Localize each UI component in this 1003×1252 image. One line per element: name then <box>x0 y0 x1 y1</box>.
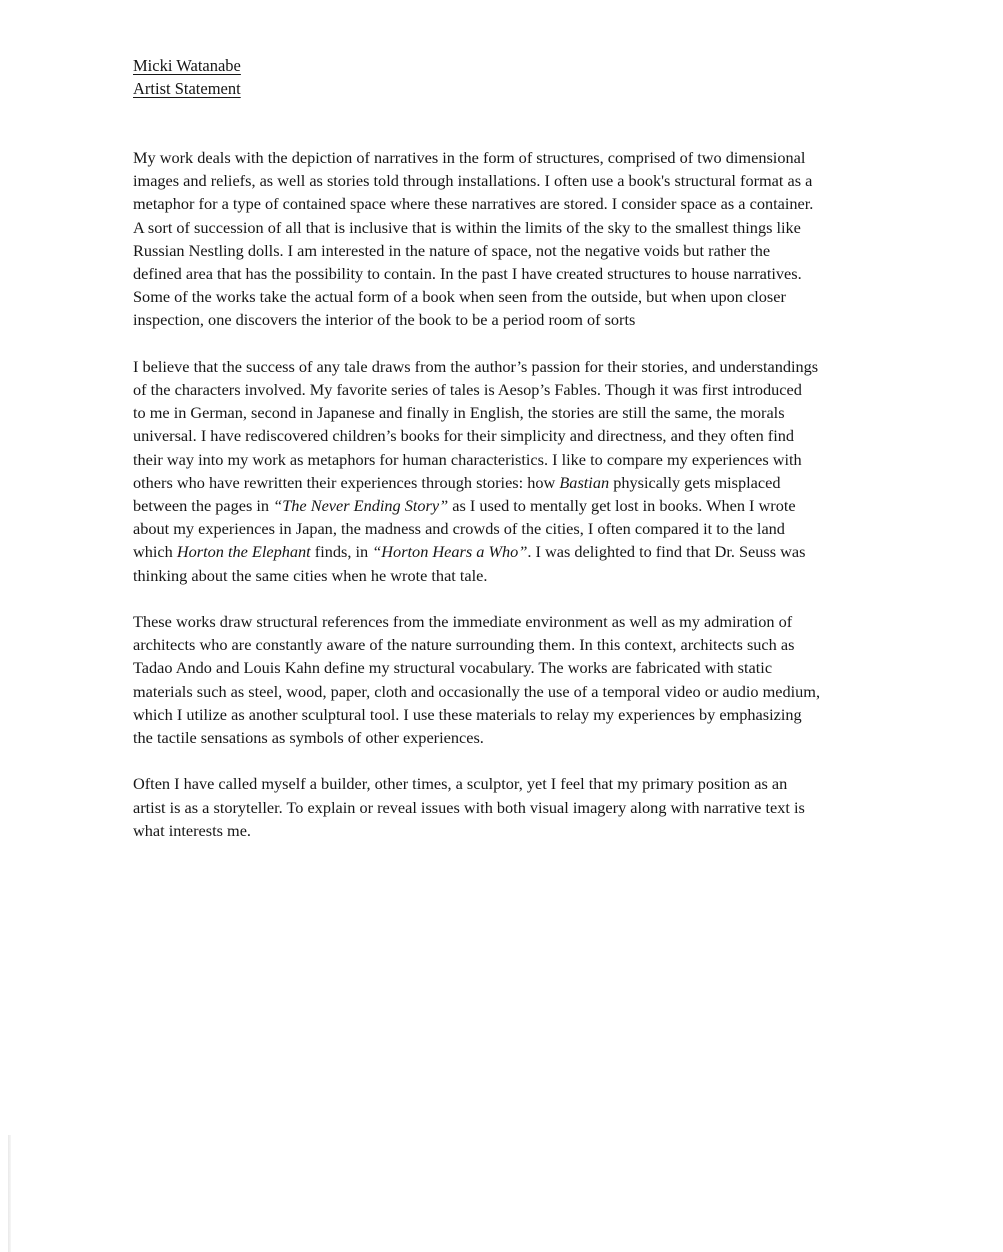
text-segment: Tadao Ando and Louis Kahn define my structural vocabulary. The works are fabricated with static <box>133 658 773 678</box>
text-segment: physically gets misplaced <box>609 472 781 492</box>
text-line <box>133 192 875 215</box>
text-segment: A sort of succession of all that is inclusive that is within the limits of the sky to the smallest things like <box>133 217 801 237</box>
text-line <box>133 656 875 679</box>
text-line <box>133 726 875 749</box>
italic-title: Bastian <box>559 472 610 492</box>
text-segment: Russian Nestling dolls. I am interested in the nature of space, not the negative voids but rather the <box>133 240 771 260</box>
text-line <box>133 378 875 401</box>
text-segment: . I was delighted to find that Dr. Seuss was <box>527 542 806 562</box>
text-line <box>133 239 875 262</box>
text-segment: what interests me. <box>133 820 252 840</box>
text-line <box>133 680 875 703</box>
text-segment: defined area that has the possibility to contain. In the past I have created structures to house narratives. <box>133 264 802 284</box>
italic-title: “The Never Ending Story” <box>273 496 449 516</box>
text-segment: metaphor for a type of contained space where these narratives are stored. I consider space as a container. <box>133 194 814 214</box>
text-line <box>133 401 875 424</box>
text-segment: artist is as a storyteller. To explain or reveal issues with both visual imagery along with narrative text is <box>133 797 805 817</box>
text-segment: which I utilize as another sculptural tool. I use these materials to relay my experiences by emphasizing <box>133 704 802 724</box>
text-line <box>133 772 875 795</box>
text-line <box>133 819 875 842</box>
paragraph <box>133 772 875 842</box>
text-segment: between the pages in <box>133 496 274 516</box>
text-line <box>133 424 875 447</box>
text-line <box>133 285 875 308</box>
text-segment: materials such as steel, wood, paper, cloth and occasionally the use of a temporal video or audio medium, <box>133 681 821 701</box>
italic-title: “Horton Hears a Who” <box>372 542 528 562</box>
text-line <box>133 796 875 819</box>
text-segment: inspection, one discovers the interior of the book to be a period room of sorts <box>133 310 636 330</box>
text-line <box>133 262 875 285</box>
text-segment: These works draw structural references from the immediate environment as well as my admiration of <box>133 612 793 632</box>
text-line <box>133 355 875 378</box>
text-line <box>133 494 875 517</box>
text-line <box>133 517 875 540</box>
document-header <box>133 54 241 100</box>
text-segment: thinking about the same cities when he wrote that tale. <box>133 565 488 585</box>
text-line <box>133 633 875 656</box>
text-segment: the tactile sensations as symbols of other experiences. <box>133 728 484 748</box>
text-segment: universal. I have rediscovered children’s books for their simplicity and directness, and they often find <box>133 426 795 446</box>
text-segment: Often I have called myself a builder, other times, a sculptor, yet I feel that my primary position as an <box>133 774 788 794</box>
text-line <box>133 146 875 169</box>
text-line <box>133 564 875 587</box>
text-line <box>133 471 875 494</box>
text-segment: finds, in <box>310 542 373 562</box>
text-line <box>133 216 875 239</box>
text-line <box>133 610 875 633</box>
text-line <box>133 169 875 192</box>
paragraph <box>133 610 875 749</box>
text-line <box>133 308 875 331</box>
text-segment: images and reliefs, as well as stories told through installations. I often use a book's structural format as a <box>133 171 813 191</box>
italic-title: Horton the Elephant <box>176 542 311 562</box>
text-line <box>133 540 875 563</box>
scan-edge-artifact <box>8 1135 11 1252</box>
text-segment: as I used to mentally get lost in books. When I wrote <box>448 496 796 516</box>
paragraph <box>133 146 875 332</box>
text-line <box>133 448 875 471</box>
statement-body <box>133 146 875 865</box>
text-line <box>133 703 875 726</box>
text-segment: their way into my work as metaphors for human characteristics. I like to compare my experiences with <box>133 449 802 469</box>
text-segment: others who have rewritten their experiences through stories: how <box>133 472 560 492</box>
text-segment: of the characters involved. My favorite series of tales is Aesop’s Fables. Though it was first introduced <box>133 380 802 400</box>
text-segment: Some of the works take the actual form of a book when seen from the outside, but when upon closer <box>133 287 786 307</box>
text-segment: I believe that the success of any tale draws from the author’s passion for their stories, and understandings <box>133 356 819 376</box>
paragraph <box>133 355 875 587</box>
author-name: Micki Watanabe <box>133 56 241 75</box>
text-segment: architects who are constantly aware of the nature surrounding them. In this context, architects such as <box>133 635 795 655</box>
document-title: Artist Statement <box>133 79 241 98</box>
text-segment: My work deals with the depiction of narratives in the form of structures, comprised of two dimensional <box>133 148 806 167</box>
text-segment: about my experiences in Japan, the madness and crowds of the cities, I often compared it to the land <box>133 519 785 539</box>
text-segment: to me in German, second in Japanese and finally in English, the stories are still the same, the morals <box>133 403 785 423</box>
text-segment: which <box>133 542 177 562</box>
